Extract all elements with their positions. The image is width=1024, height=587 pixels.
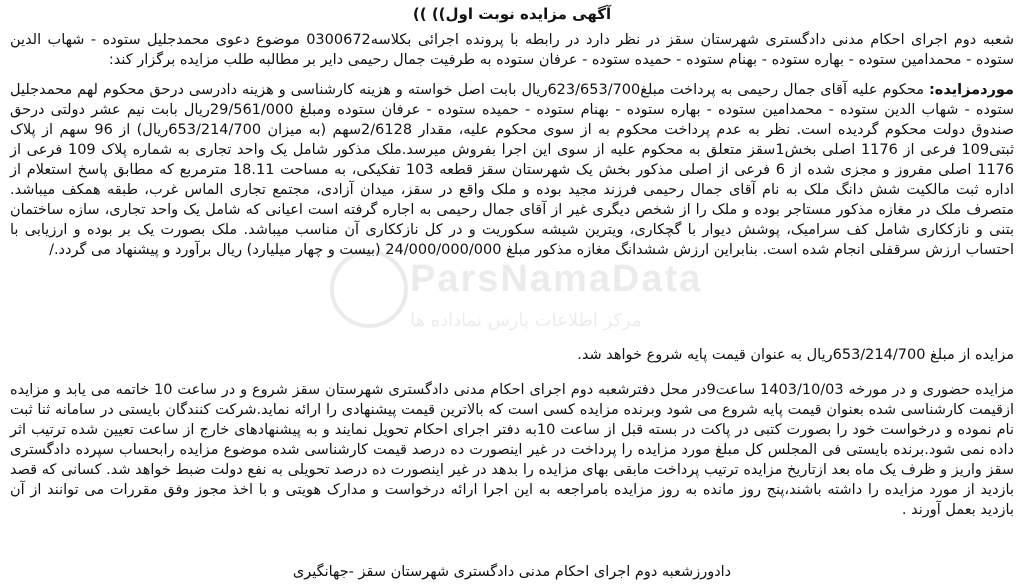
auction-subject-text: محکوم علیه آقای جمال رحیمی به پرداخت مبلغ623/653/700ریال بابت اصل خواسته و هزینه کارشناسی و هزینه دادرسی درحق محکوم لهم محمدجلیل ستوده - شهاب الدین ستوده - محمدامین ستوده - بهاره ستوده - بهنام ستوده - حمیده ستوده - عرفان ستوده ومبلغ 29/561/000ریال بابت نیم عشر دولتی درحق صندوق دولت محکوم گردیده است. نظر به عدم پرداخت محکوم به از سوی محکوم علیه، مقدار 2/6128سهم (به میزان 653/214/700ریال) از 96 سهم از پلاک ثبتی109 فرعی از 1176 اصلی بخش1سقز متعلق به محکوم علیه از سوی این اجرا بفروش میرسد.ملک مذکور شامل یک واحد تجاری به شماره پلاک 109 فرعی از 1176 اصلی مفروز و مجزی شده از 6 فرعی از اصلی مذکور بخش یک شهرستان سقز قطعه 103 تفکیکی، به مساحت 18.11 مترمربع که مطابق پاسخ استعلام از اداره ثبت مالکیت شش دانگ ملک به نام آقای جمال رحیمی فرزند مجید بوده و ملک واقع در سقز، میدان آزادی، مجتمع تجاری الماس غرب، طبقه همکف میباشد. متصرف ملک در مغازه مذکور مستاجر بوده و ملک را از شخص دیگری غیر از آقای جمال رحیمی به اجاره گرفته است اعیانی که شامل یک واحد تجاری، سازه ساختمان بتنی و نازککاری شامل کف سرامیک، پوشش دیوار با گچکاری، ویترین شیشه سکوریت و در کل نازککاری آن مناسب میباشد. ملک بصورت یک بر بوده و ارزیابی با احتساب ارزش سرقفلی انجام شده است. بنابراین ارزش ششدانگ مغازه مذکور مبلغ 24/000/000/000 (بیست و چهار میلیارد) ریال برآورد و پیشنهاد می گردد./ <box>10 82 1015 258</box>
start-price-text: مزایده از مبلغ 653/214/700ریال به عنوان قیمت پایه شروع خواهد شد. <box>577 347 1014 363</box>
auction-details-paragraph: مزایده حضوری و در مورخه 1403/10/03 ساعت9در محل دفترشعبه دوم اجرای احکام مدنی دادگستری شهرستان سقز شروع و در ساعت 10 خاتمه می یابد و مزایده ازقیمت کارشناسی شده بعنوان قیمت پایه شروع می شود وبرنده مزایده کسی است که بالاترین قیمت پیشنهادی را ارائه نماید.شرکت کنندگان بایستی در سامانه ثنا ثبت نام نموده و درخواست خود را بصورت کتبی در پاکت در بسته قبل از ساعت 10به دفتر اجرای احکام تحویل نمایند و به پیشنهادهای خارج از ساعت تعیین شده ترتیب اثر داده نمی شود.برنده بایستی فی المجلس کل مبلغ مورد مزایده را پرداخت در غیر اینصورت ده درصد قیمت کارشناسی شده موضوع مزایده رابحساب سپرده دادگستری سقز واریز و ظرف یک ماه بعد ازتاریخ مزایده ترتیب پرداخت مابقی بهای مزایده را بدهد در غیر اینصورت ده درصد تحویلی به نفع دولت ضبط خواهد شد. کسانی که قصد بازدید از مورد مزایده را داشته باشند،پنج روز مانده به روز مزایده بامراجعه به این اجرا ارائه درخواست و مدارک هویتی و با اخذ مجوز وفق مقررات می توانند از آن بازدید بعمل آورند . <box>10 382 1014 518</box>
auction-subject-label: موردمزایده: <box>929 82 1015 98</box>
auction-subject-paragraph <box>10 80 1014 260</box>
watermark-logo-icon <box>330 250 408 328</box>
notice-title: آگهی مزایده نوبت اول)) )) <box>412 5 612 23</box>
watermark-brand: ParsNamaData <box>410 258 703 300</box>
watermark-tagline: مرکز اطلاعات پارس نماداده ها <box>410 310 642 331</box>
notice-intro: شعبه دوم اجرای احکام مدنی دادگستری شهرستان سقز در نظر دارد در رابطه با پرونده اجرائی بکلاسه0300672 موضوع دعوی محمدجلیل ستوده - شهاب الدین ستوده - محمدامین ستوده - بهاره ستوده - بهنام ستوده - حمیده ستوده - عرفان ستوده به طرفیت جمال رحیمی دایر بر مطالبه طلب مزایده برگزار کند: <box>10 32 1014 68</box>
signature-line: دادورزشعبه دوم اجرای احکام مدنی دادگستری شهرستان سقز -جهانگیری <box>292 564 732 580</box>
